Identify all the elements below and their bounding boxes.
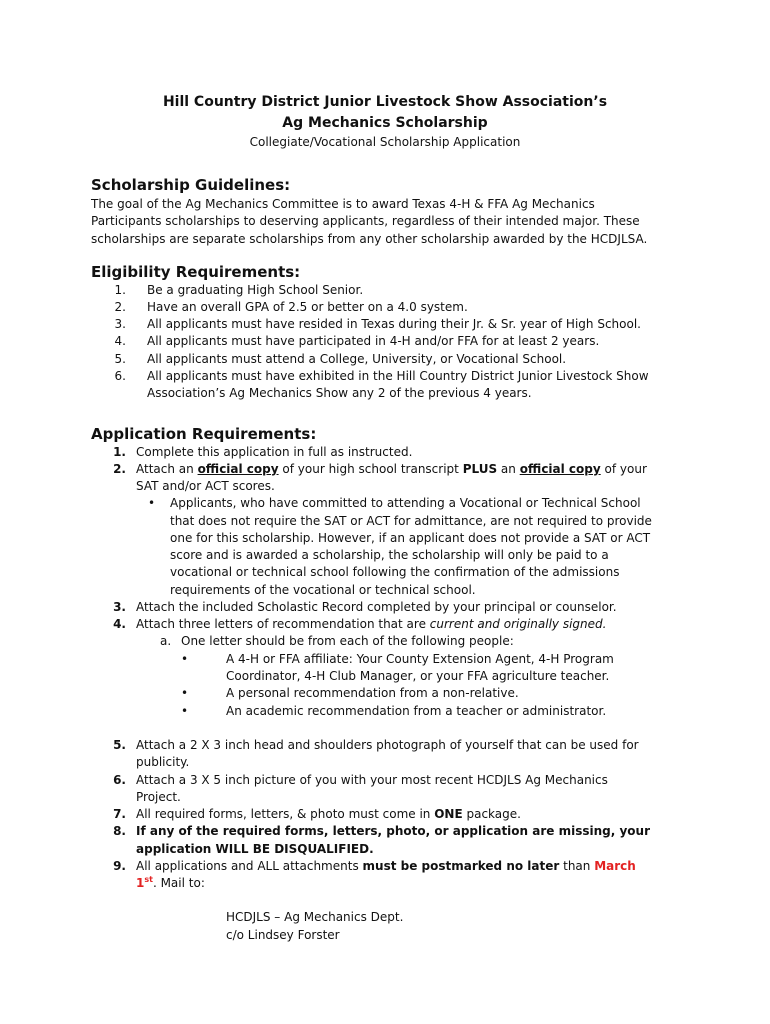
app-item-4: Attach three letters of recommendation that are current and originally signed. [136, 617, 607, 631]
app-item-2-cont: SAT and/or ACT scores. [136, 479, 275, 493]
letter-bullet: • [181, 686, 189, 700]
eligibility-num: 4. [114, 334, 126, 348]
app-item-8-cont: application WILL BE DISQUALIFIED. [136, 842, 374, 856]
app-item-7: All required forms, letters, & photo must come in ONE package. [136, 807, 521, 821]
app-item-1: Complete this application in full as instructed. [136, 445, 413, 459]
app-item-2: Attach an official copy of your high school transcript PLUS an official copy of your [136, 462, 647, 476]
letter-bullet-line: A 4-H or FFA affiliate: Your County Extension Agent, 4-H Program [226, 652, 614, 666]
eligibility-item: All applicants must have resided in Texas during their Jr. & Sr. year of High School. [147, 317, 641, 331]
app-num-2: 2. [113, 462, 126, 476]
guidelines-line: The goal of the Ag Mechanics Committee is to award Texas 4-H & FFA Ag Mechanics [91, 197, 595, 211]
app-num-4: 4. [113, 617, 126, 631]
eligibility-item: Have an overall GPA of 2.5 or better on a 4.0 system. [147, 300, 468, 314]
sub-bullet-line: that does not require the SAT or ACT for admittance, are not required to provide [170, 514, 652, 528]
app-num-7: 7. [113, 807, 126, 821]
sub-bullet-line: Applicants, who have committed to attending a Vocational or Technical School [170, 496, 641, 510]
app-num-1: 1. [113, 445, 126, 459]
guidelines-line: scholarships are separate scholarships from any other scholarship awarded by the HCDJLSA. [91, 232, 648, 246]
app-num-6: 6. [113, 773, 126, 787]
letter-bullet: • [181, 704, 189, 718]
app-item-9: All applications and ALL attachments must be postmarked no later than March [136, 859, 636, 873]
guidelines-heading: Scholarship Guidelines: [91, 176, 291, 194]
app-num-8: 8. [113, 824, 126, 838]
eligibility-num: 6. [114, 369, 126, 383]
app-item-6-cont: Project. [136, 790, 181, 804]
address-line-2: c/o Lindsey Forster [226, 928, 340, 942]
app-item-8: If any of the required forms, letters, photo, or application are missing, your [136, 824, 651, 838]
eligibility-item: All applicants must have exhibited in the Hill Country District Junior Livestock Show [147, 369, 649, 383]
sub-bullet-line: score and is awarded a scholarship, the scholarship will only be paid to a [170, 548, 609, 562]
eligibility-item: Be a graduating High School Senior. [147, 283, 364, 297]
sub-a-text: One letter should be from each of the following people: [181, 634, 514, 648]
letter-bullet-line: A personal recommendation from a non-relative. [226, 686, 519, 700]
app-num-3: 3. [113, 600, 126, 614]
address-line-1: HCDJLS – Ag Mechanics Dept. [226, 910, 404, 924]
eligibility-heading: Eligibility Requirements: [91, 263, 301, 281]
eligibility-item: All applicants must have participated in 4-H and/or FFA for at least 2 years. [147, 334, 600, 348]
app-item-5: Attach a 2 X 3 inch head and shoulders photograph of yourself that can be used for [136, 738, 639, 752]
eligibility-num: 3. [114, 317, 126, 331]
app-item-3: Attach the included Scholastic Record completed by your principal or counselor. [136, 600, 617, 614]
application-heading: Application Requirements: [91, 425, 317, 443]
sub-bullet-line: vocational or technical school following the confirmation of the admissions [170, 565, 620, 579]
app-item-9-cont: 1st. Mail to: [136, 875, 205, 890]
sub-bullet-line: requirements of the vocational or technical school. [170, 583, 476, 597]
eligibility-num: 2. [114, 300, 126, 314]
title-line-2: Ag Mechanics Scholarship [282, 115, 488, 131]
eligibility-item-cont: Association’s Ag Mechanics Show any 2 of the previous 4 years. [147, 386, 532, 400]
letter-bullet-line: An academic recommendation from a teacher or administrator. [226, 704, 607, 718]
app-item-6: Attach a 3 X 5 inch picture of you with your most recent HCDJLS Ag Mechanics [136, 773, 608, 787]
letter-bullet: • [181, 652, 189, 666]
sub-bullet-line: one for this scholarship. However, if an applicant does not provide a SAT or ACT [170, 531, 651, 545]
guidelines-line: Participants scholarships to deserving applicants, regardless of their intended major. These [91, 214, 640, 228]
app-item-5-cont: publicity. [136, 755, 190, 769]
sub-a-label: a. [160, 634, 172, 648]
app-num-9: 9. [113, 859, 126, 873]
sub-bullet: • [148, 496, 156, 510]
eligibility-item: All applicants must attend a College, University, or Vocational School. [147, 352, 567, 366]
subtitle: Collegiate/Vocational Scholarship Application [249, 135, 521, 149]
title-line-1: Hill Country District Junior Livestock Show Association’s [162, 94, 608, 110]
eligibility-num: 5. [114, 352, 126, 366]
eligibility-num: 1. [114, 283, 126, 297]
letter-bullet-line: Coordinator, 4-H Club Manager, or your FFA agriculture teacher. [226, 669, 610, 683]
app-num-5: 5. [113, 738, 126, 752]
